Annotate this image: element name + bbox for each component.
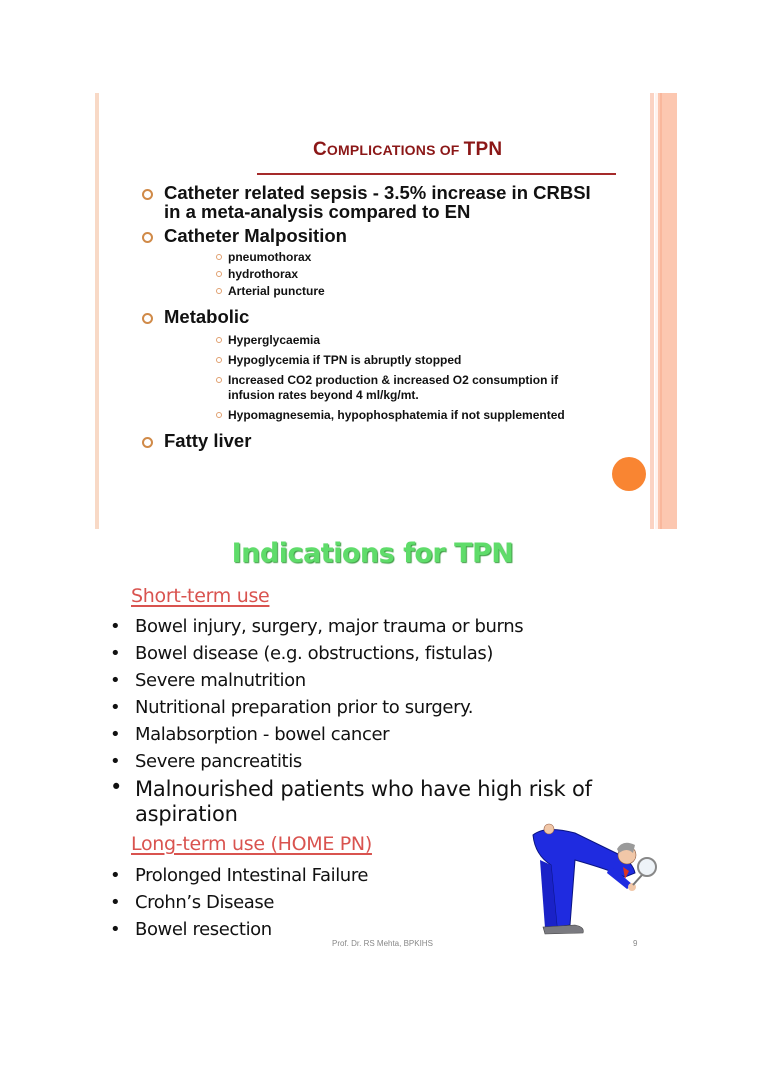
- title-tpn: TPN: [463, 139, 503, 160]
- orange-dot-decoration: [612, 457, 646, 491]
- list-item: • Bowel disease (e.g. obstructions, fistulas): [108, 640, 628, 667]
- page-number: 9: [633, 939, 638, 948]
- item-text-line1: Catheter related sepsis - 3.5% increase in CRBSI: [164, 182, 591, 203]
- sub-item-line2: infusion rates beyond 4 ml/kg/mt.: [228, 388, 419, 402]
- list-item: • Nutritional preparation prior to surgery.: [108, 694, 628, 721]
- list-item: • Bowel injury, surgery, major trauma or burns: [108, 613, 628, 640]
- list-item-catheter-malposition: Catheter Malposition: [139, 226, 659, 245]
- sub-item: pneumothorax: [139, 250, 659, 265]
- title-smallcaps-of: OF: [439, 142, 464, 158]
- list-item: • Prolonged Intestinal Failure: [108, 862, 628, 889]
- long-term-heading: Long-term use (HOME PN): [131, 833, 372, 855]
- slide-indications-for-tpn: [100, 530, 680, 960]
- list-item: • Malabsorption - bowel cancer: [108, 721, 628, 748]
- sub-item-line1: Increased CO2 production & increased O2 consumption if: [228, 373, 559, 387]
- title-initial: C: [313, 139, 327, 160]
- list-item: • Severe malnutrition: [108, 667, 628, 694]
- left-border-stripe: [95, 93, 99, 529]
- list-item-metabolic: Metabolic: [139, 307, 659, 326]
- sub-item: Hypomagnesemia, hypophosphatemia if not supplemented: [139, 408, 659, 423]
- footer-author: Prof. Dr. RS Mehta, BPKIHS: [332, 939, 433, 948]
- sub-item: Hyperglycaemia: [139, 333, 659, 348]
- complications-list: [139, 183, 659, 455]
- slide-title: Indications for TPN: [231, 538, 514, 569]
- title-smallcaps: OMPLICATIONS: [326, 142, 440, 158]
- list-item-fatty-liver: Fatty liver: [139, 431, 659, 450]
- list-item: • Severe pancreatitis: [108, 748, 628, 775]
- list-item: • Malnourished patients who have high risk of aspiration: [108, 775, 615, 827]
- title-underline: [257, 173, 616, 175]
- slide-title: [313, 139, 502, 161]
- sub-item: hydrothorax: [139, 267, 659, 282]
- sub-item: Hypoglycemia if TPN is abruptly stopped: [139, 353, 659, 368]
- short-term-heading: Short-term use: [131, 585, 270, 607]
- list-item: • Bowel resection: [108, 916, 628, 943]
- sub-item: Arterial puncture: [139, 284, 659, 299]
- slide-complications-of-tpn: [95, 93, 677, 529]
- short-term-list: [108, 613, 628, 827]
- right-border-line: [660, 93, 662, 529]
- sub-item: [139, 373, 659, 403]
- list-item: • Crohn’s Disease: [108, 889, 628, 916]
- list-item-catheter-sepsis: [139, 183, 659, 221]
- item-text-line2: in a meta-analysis compared to EN: [164, 201, 471, 222]
- man-with-magnifying-glass-illustration: [515, 815, 675, 945]
